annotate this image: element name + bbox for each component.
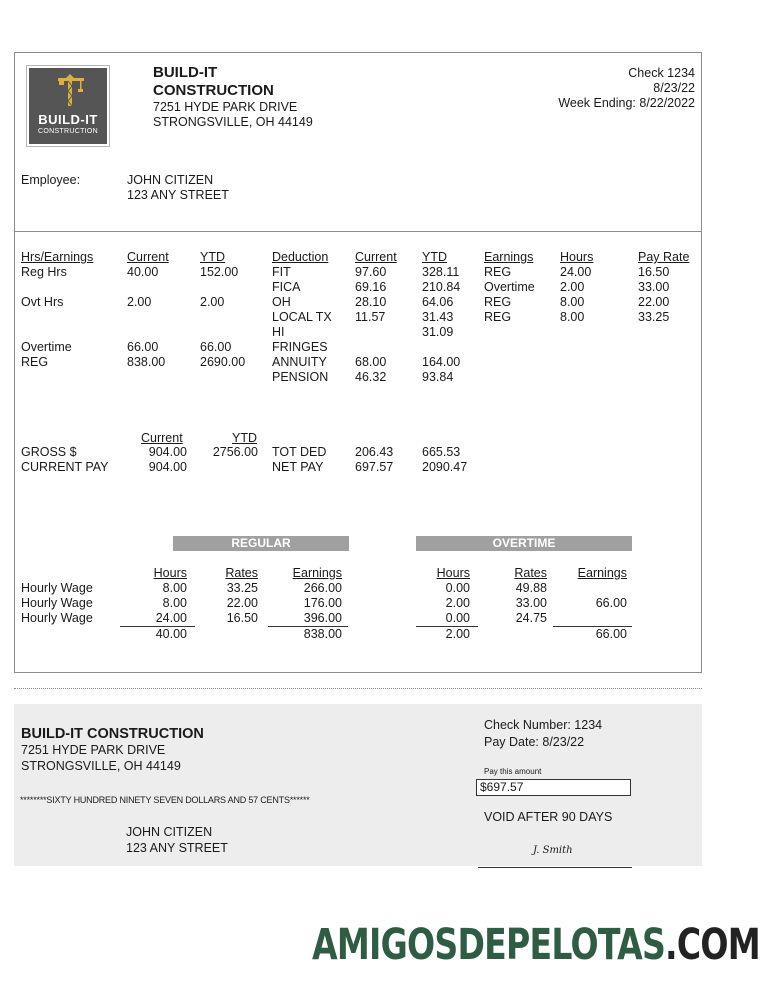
overtime-header-earnings: Earnings xyxy=(577,566,627,580)
check-amount-box: $697.57 xyxy=(476,779,631,796)
overtime-bar: OVERTIME xyxy=(416,536,632,551)
regular-row-hours: 8.00 xyxy=(162,596,187,610)
employee-label: Employee: xyxy=(21,173,81,187)
overtime-total-hours: 2.00 xyxy=(445,627,470,641)
earnings-row-ytd: 66.00 xyxy=(200,340,232,354)
employee-street: 123 ANY STREET xyxy=(127,188,229,202)
pay-this-amount-label: Pay this amount xyxy=(484,767,542,776)
overtime-row-hours: 2.00 xyxy=(445,596,470,610)
deduction-row-current: 97.60 xyxy=(355,265,387,279)
crane-icon xyxy=(56,74,86,108)
regular-header-earnings: Earnings xyxy=(292,566,342,580)
earnings-row-label: Ovt Hrs xyxy=(21,295,64,309)
deduction-header-current: Current xyxy=(355,250,397,264)
gross-ytd: 2756.00 xyxy=(212,445,258,459)
totals-header-ytd: YTD xyxy=(232,431,257,445)
company-name-line2: CONSTRUCTION xyxy=(153,82,274,99)
rates-row-rate: 33.25 xyxy=(638,310,670,324)
logo-subtext: CONSTRUCTION xyxy=(38,128,98,135)
earnings-header-ytd: YTD xyxy=(200,250,225,264)
tot-ded-current: 206.43 xyxy=(355,445,394,459)
earnings-row-current: 838.00 xyxy=(127,355,166,369)
net-pay-label: NET PAY xyxy=(272,460,324,474)
earnings-row-label: Reg Hrs xyxy=(21,265,67,279)
earnings-row-ytd: 152.00 xyxy=(200,265,239,279)
gross-label: GROSS $ xyxy=(21,445,77,459)
watermark xyxy=(312,920,760,970)
perforation-line xyxy=(14,688,702,689)
pay-stub xyxy=(14,52,702,673)
rates-row-hours: 2.00 xyxy=(560,280,585,294)
deduction-header-label: Deduction xyxy=(272,250,329,264)
rates-row-rate: 22.00 xyxy=(638,295,670,309)
deduction-row-label: PENSION xyxy=(272,370,329,384)
deduction-row-ytd: 210.84 xyxy=(422,280,461,294)
signature-line xyxy=(478,867,632,868)
overtime-total-earnings: 66.00 xyxy=(595,627,627,641)
rates-row-hours: 8.00 xyxy=(560,310,585,324)
rates-row-hours: 8.00 xyxy=(560,295,585,309)
rates-header-earnings: Earnings xyxy=(484,250,534,264)
regular-row-label: Hourly Wage xyxy=(21,581,93,595)
earnings-header-current: Current xyxy=(127,250,169,264)
check-body xyxy=(14,704,702,866)
check-pay-date: Pay Date: 8/23/22 xyxy=(484,735,585,749)
company-name-line1: BUILD-IT xyxy=(153,64,218,81)
earnings-header-label: Hrs/Earnings xyxy=(21,250,94,264)
earnings-row-ytd: 2.00 xyxy=(200,295,225,309)
regular-row-hours: 24.00 xyxy=(155,611,187,625)
regular-row-hours: 8.00 xyxy=(162,581,187,595)
check-date: 8/23/22 xyxy=(653,81,695,95)
overtime-row-rate: 49.88 xyxy=(515,581,547,595)
deduction-row-ytd: 93.84 xyxy=(422,370,454,384)
stub-divider xyxy=(15,231,701,232)
rates-header-hours: Hours xyxy=(560,250,594,264)
overtime-header-hours: Hours xyxy=(436,566,470,580)
rates-row-earnings: REG xyxy=(484,295,512,309)
deduction-row-ytd: 31.09 xyxy=(422,325,454,339)
deduction-row-current: 69.16 xyxy=(355,280,387,294)
deduction-row-current: 46.32 xyxy=(355,370,387,384)
company-address1: 7251 HYDE PARK DRIVE xyxy=(153,100,298,114)
deduction-row-ytd: 328.11 xyxy=(422,265,460,279)
earnings-row-current: 40.00 xyxy=(127,265,159,279)
watermark-text: AMIGOSDEPELOTAS xyxy=(312,920,666,970)
rates-row-rate: 16.50 xyxy=(638,265,670,279)
signature: J. Smith xyxy=(533,845,573,856)
earnings-row-label: REG xyxy=(21,355,49,369)
current-pay-current: 904.00 xyxy=(148,460,187,474)
earnings-row-ytd: 2690.00 xyxy=(200,355,246,369)
net-pay-ytd: 2090.47 xyxy=(422,460,468,474)
rates-header-pay-rate: Pay Rate xyxy=(638,250,690,264)
overtime-row-earnings: 66.00 xyxy=(595,596,627,610)
payee-name: JOHN CITIZEN xyxy=(126,825,213,839)
watermark-suffix: .COM xyxy=(665,920,760,970)
tot-ded-label: TOT DED xyxy=(272,445,327,459)
rates-row-rate: 33.00 xyxy=(638,280,670,294)
check-number-label: Check Number: 1234 xyxy=(484,718,603,732)
check-number: Check 1234 xyxy=(628,66,695,80)
overtime-row-rate: 24.75 xyxy=(515,611,547,625)
regular-row-earnings: 176.00 xyxy=(303,596,342,610)
regular-row-earnings: 266.00 xyxy=(303,581,342,595)
week-ending: Week Ending: 8/22/2022 xyxy=(558,96,695,110)
regular-row-label: Hourly Wage xyxy=(21,611,93,625)
regular-header-rates: Rates xyxy=(225,566,258,580)
earnings-row-current: 2.00 xyxy=(127,295,152,309)
gross-current: 904.00 xyxy=(148,445,187,459)
company-logo xyxy=(26,65,110,147)
earnings-row-current: 66.00 xyxy=(127,340,159,354)
deduction-row-current: 11.57 xyxy=(355,310,386,324)
regular-total-earnings: 838.00 xyxy=(303,627,342,641)
deduction-row-current: 28.10 xyxy=(355,295,387,309)
earnings-row-label: Overtime xyxy=(21,340,72,354)
deduction-row-label: FIT xyxy=(272,265,291,279)
regular-row-rate: 22.00 xyxy=(226,596,258,610)
regular-row-rate: 33.25 xyxy=(226,581,258,595)
deduction-row-label: FRINGES xyxy=(272,340,328,354)
regular-row-rate: 16.50 xyxy=(226,611,258,625)
current-pay-label: CURRENT PAY xyxy=(21,460,109,474)
net-pay-current: 697.57 xyxy=(355,460,394,474)
regular-row-earnings: 396.00 xyxy=(303,611,342,625)
totals-header-current: Current xyxy=(141,431,183,445)
regular-bar: REGULAR xyxy=(173,536,349,551)
check-company-address2: STRONGSVILLE, OH 44149 xyxy=(21,759,181,773)
regular-row-label: Hourly Wage xyxy=(21,596,93,610)
overtime-row-rate: 33.00 xyxy=(515,596,547,610)
rates-row-earnings: REG xyxy=(484,310,512,324)
regular-total-hours: 40.00 xyxy=(155,627,187,641)
company-address2: STRONGSVILLE, OH 44149 xyxy=(153,115,313,129)
deduction-row-current: 68.00 xyxy=(355,355,387,369)
rates-row-hours: 24.00 xyxy=(560,265,592,279)
void-notice: VOID AFTER 90 DAYS xyxy=(484,810,613,824)
logo-text: BUILD-IT xyxy=(38,112,98,127)
payee-street: 123 ANY STREET xyxy=(126,841,228,855)
regular-header-hours: Hours xyxy=(153,566,187,580)
check-company-address1: 7251 HYDE PARK DRIVE xyxy=(21,743,166,757)
deduction-row-label: HI xyxy=(272,325,285,339)
deduction-header-ytd: YTD xyxy=(422,250,447,264)
amount-in-words: ********SIXTY HUNDRED NINETY SEVEN DOLLARS AND 57 CENTS****** xyxy=(20,795,310,805)
overtime-row-hours: 0.00 xyxy=(445,611,470,625)
deduction-row-ytd: 164.00 xyxy=(422,355,461,369)
deduction-row-label: FICA xyxy=(272,280,301,294)
rates-row-earnings: REG xyxy=(484,265,512,279)
overtime-row-hours: 0.00 xyxy=(445,581,470,595)
deduction-row-label: LOCAL TX xyxy=(272,310,332,324)
rates-row-earnings: Overtime xyxy=(484,280,535,294)
tot-ded-ytd: 665.53 xyxy=(422,445,461,459)
deduction-row-ytd: 64.06 xyxy=(422,295,454,309)
overtime-header-rates: Rates xyxy=(514,566,547,580)
employee-name: JOHN CITIZEN xyxy=(127,173,214,187)
deduction-row-label: OH xyxy=(272,295,291,309)
deduction-row-ytd: 31.43 xyxy=(422,310,454,324)
check-company-name: BUILD-IT CONSTRUCTION xyxy=(21,726,204,742)
deduction-row-label: ANNUITY xyxy=(272,355,327,369)
